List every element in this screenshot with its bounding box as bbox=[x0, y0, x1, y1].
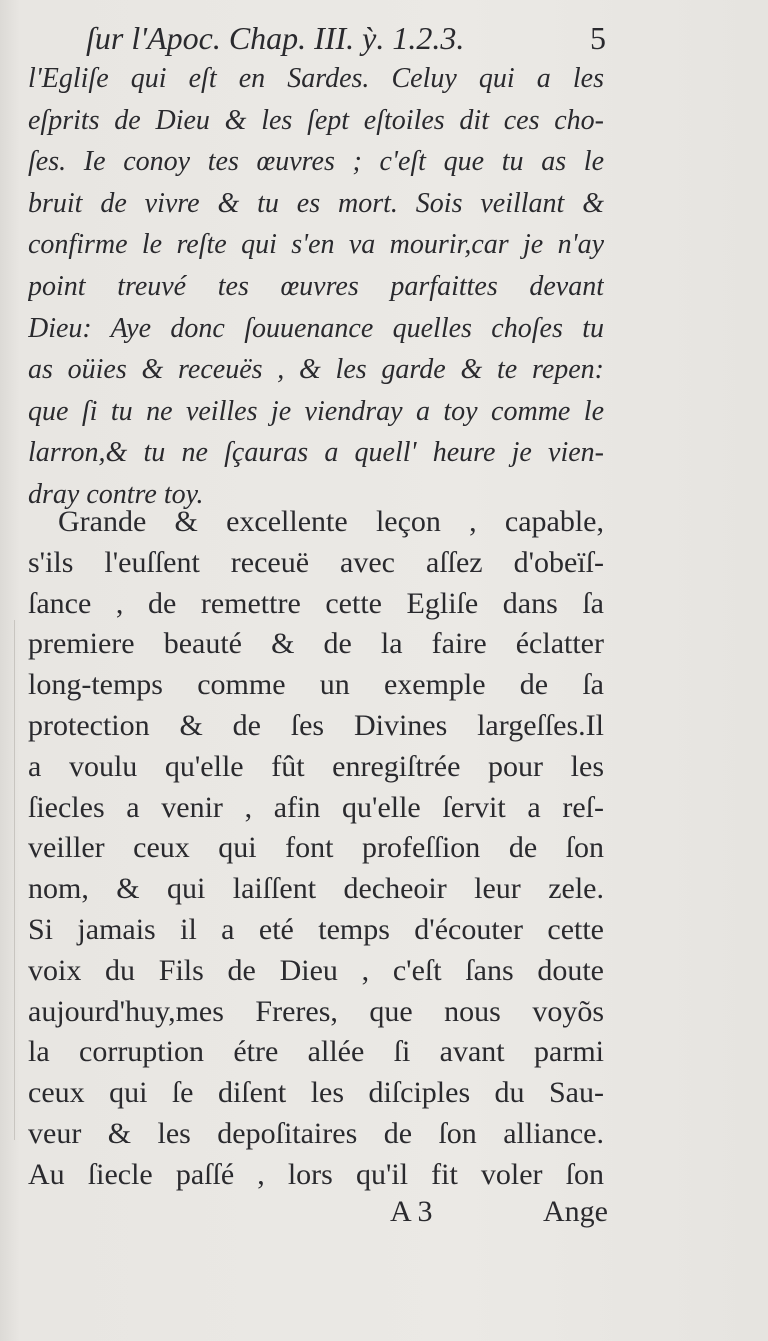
text-line: Grande & excellente leçon , capable, bbox=[58, 505, 604, 538]
text-line: Au ſiecle paſſé , lors qu'il fit voler ſon bbox=[28, 1157, 604, 1191]
text-line: s'ils l'euſſent receuë avec aſſez d'obeïſ- bbox=[28, 545, 604, 579]
text-line: Dieu: Aye donc ſouuenance quelles choſes tu bbox=[28, 312, 604, 344]
text-line: long-temps comme un exemple de ſa bbox=[28, 668, 604, 702]
text-line: que ſi tu ne veilles je viendray a toy comme le bbox=[28, 395, 604, 427]
text-line: ſance , de remettre cette Egliſe dans ſa bbox=[28, 586, 604, 620]
running-title: ſur l'Apoc. Chap. III. ỳ. 1.2.3. bbox=[86, 20, 465, 56]
text-line: as oüies & receuës , & les garde & te repen: bbox=[28, 354, 604, 386]
text-line: ceux qui ſe diſent les diſciples du Sau- bbox=[28, 1076, 604, 1110]
text-line: ſiecles a venir , afin qu'elle ſervit a reſ- bbox=[28, 790, 604, 824]
scripture-quotation bbox=[28, 58, 604, 516]
text-line: la corruption étre allée ſi avant parmi bbox=[28, 1035, 604, 1069]
text-line: veiller ceux qui font profeſſion de ſon bbox=[28, 831, 604, 865]
text-line: nom, & qui laiſſent decheoir leur zele. bbox=[28, 872, 604, 906]
text-line: Si jamais il a eté temps d'écouter cette bbox=[28, 912, 604, 946]
text-line: eſprits de Dieu & les ſept eſtoiles dit ces cho- bbox=[28, 104, 604, 136]
catchword: Ange bbox=[543, 1195, 608, 1228]
text-line: point treuvé tes œuvres parfaittes devant bbox=[28, 270, 604, 302]
text-line: protection & de ſes Divines largeſſes.Il bbox=[28, 708, 604, 742]
text-line: aujourd'huy,mes Freres, que nous voyõs bbox=[28, 994, 604, 1028]
text-line: confirme le reſte qui s'en va mourir,car je n'ay bbox=[28, 229, 604, 261]
text-line: l'Egliſe qui eſt en Sardes. Celuy qui a les bbox=[28, 63, 604, 94]
signature-mark: A 3 bbox=[390, 1195, 433, 1228]
text-line: a voulu qu'elle fût enregiſtrée pour les bbox=[28, 749, 604, 783]
text-line: premiere beauté & de la faire éclatter bbox=[28, 627, 604, 661]
text-line: veur & les depoſitaires de ſon alliance. bbox=[28, 1116, 604, 1150]
page-edge-shadow bbox=[14, 620, 15, 1140]
page-footer bbox=[390, 1190, 608, 1234]
body-paragraph bbox=[28, 502, 604, 1196]
running-header bbox=[86, 18, 606, 58]
text-line: ſes. Ie conoy tes œuvres ; c'eſt que tu as le bbox=[28, 146, 604, 178]
page-number: 5 bbox=[590, 20, 606, 56]
text-line: larron,& tu ne ſçauras a quell' heure je vien- bbox=[28, 437, 604, 469]
text-line: bruit de vivre & tu es mort. Sois veillant & bbox=[28, 187, 604, 219]
text-line: voix du Fils de Dieu , c'eſt ſans doute bbox=[28, 953, 604, 987]
text-line: dray contre toy. bbox=[28, 478, 204, 510]
